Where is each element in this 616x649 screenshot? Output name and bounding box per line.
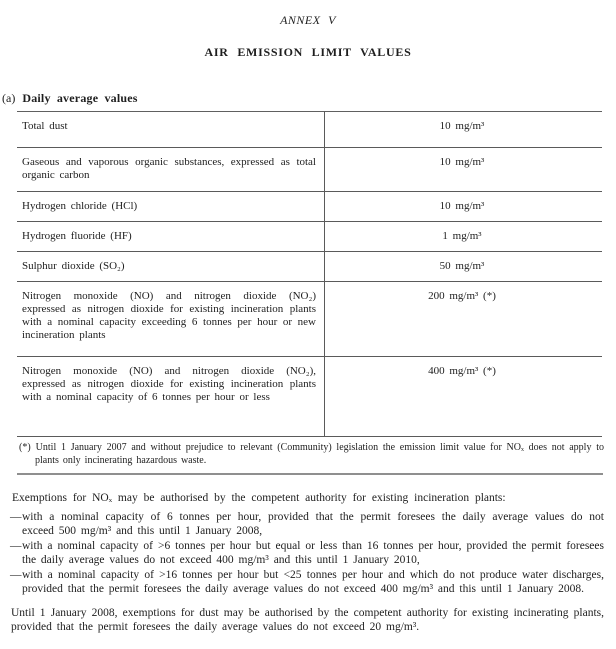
- closing-paragraph: Until 1 January 2008, exemptions for dust may be authorised by the competent authority for existing incinerating plants, provided that the permit foresees the daily average values do not exceed 20 mg/m³.: [11, 607, 604, 633]
- pollutant-cell: Gaseous and vaporous organic substances, expressed as total organic carbon: [17, 148, 325, 192]
- dash-marker: —: [10, 511, 22, 523]
- exemption-item: [10, 540, 604, 567]
- exemptions-list: [0, 511, 616, 596]
- limit-value-cell: 50 mg/m³: [439, 260, 485, 272]
- table-row: [17, 357, 602, 437]
- dash-marker: —: [10, 569, 22, 581]
- table-row: [17, 112, 602, 148]
- table-row: [17, 282, 602, 357]
- table-footnote: [19, 441, 604, 467]
- footnote-text: Until 1 January 2007 and without prejudice to relevant (Community) legislation the emission limit value for NOₓ does not apply to plants only incinerating hazardous waste.: [35, 442, 604, 466]
- annex-title: ANNEX V: [280, 13, 336, 27]
- exemption-item-text: with a nominal capacity of >6 tonnes per hour but equal or less than 16 tonnes per hour, provided the permit foresees the daily average values do not exceed 400 mg/m³ and this until 1 January 2010,: [22, 540, 604, 566]
- emission-limits-table: [17, 111, 602, 437]
- limit-value-cell: 10 mg/m³: [439, 156, 485, 168]
- exemptions-intro: Exemptions for NOₓ may be authorised by the competent authority for existing incineration plants:: [12, 492, 506, 504]
- table-row: [17, 252, 602, 282]
- table-row: [17, 148, 602, 192]
- exemption-item: [10, 511, 604, 538]
- pollutant-cell: Hydrogen fluoride (HF): [17, 222, 325, 252]
- pollutant-cell: Nitrogen monoxide (NO) and nitrogen dioxide (NO₂), expressed as nitrogen dioxide for existing incineration plants with a nominal capacity of 6 tonnes per hour or less: [17, 357, 325, 437]
- pollutant-cell: Sulphur dioxide (SO₂): [17, 252, 325, 282]
- table-row: [17, 192, 602, 222]
- document-title: AIR EMISSION LIMIT VALUES: [204, 45, 412, 59]
- exemption-item-text: with a nominal capacity of >16 tonnes per hour but <25 tonnes per hour and which do not produce water discharges, provided that the permit foresees the daily average values do not exceed 400 mg/m³ and this until 1 January 2008.: [22, 569, 604, 595]
- section-title: Daily average values: [22, 91, 138, 105]
- limit-value-cell: 10 mg/m³: [439, 200, 485, 212]
- pollutant-cell: Total dust: [17, 112, 325, 148]
- pollutant-cell: Hydrogen chloride (HCl): [17, 192, 325, 222]
- pollutant-cell: Nitrogen monoxide (NO) and nitrogen dioxide (NO₂) expressed as nitrogen dioxide for existing incineration plants with a nominal capacity exceeding 6 tonnes per hour or new incineration plants: [17, 282, 325, 357]
- limit-value-cell: 10 mg/m³: [439, 120, 485, 132]
- footnote-divider: [17, 473, 603, 475]
- limit-value-cell: 200 mg/m³ (*): [428, 290, 496, 302]
- table-row: [17, 222, 602, 252]
- limit-value-cell: 400 mg/m³ (*): [428, 365, 496, 377]
- dash-marker: —: [10, 540, 22, 552]
- section-heading: [2, 91, 616, 106]
- section-marker: (a): [2, 91, 16, 105]
- exemption-item-text: with a nominal capacity of 6 tonnes per hour, provided that the permit foresees the daily average values do not exceed 500 mg/m³ and this until 1 January 2008,: [22, 511, 604, 537]
- exemption-item: [10, 569, 604, 596]
- footnote-marker: (*): [19, 442, 31, 453]
- limit-value-cell: 1 mg/m³: [442, 230, 482, 242]
